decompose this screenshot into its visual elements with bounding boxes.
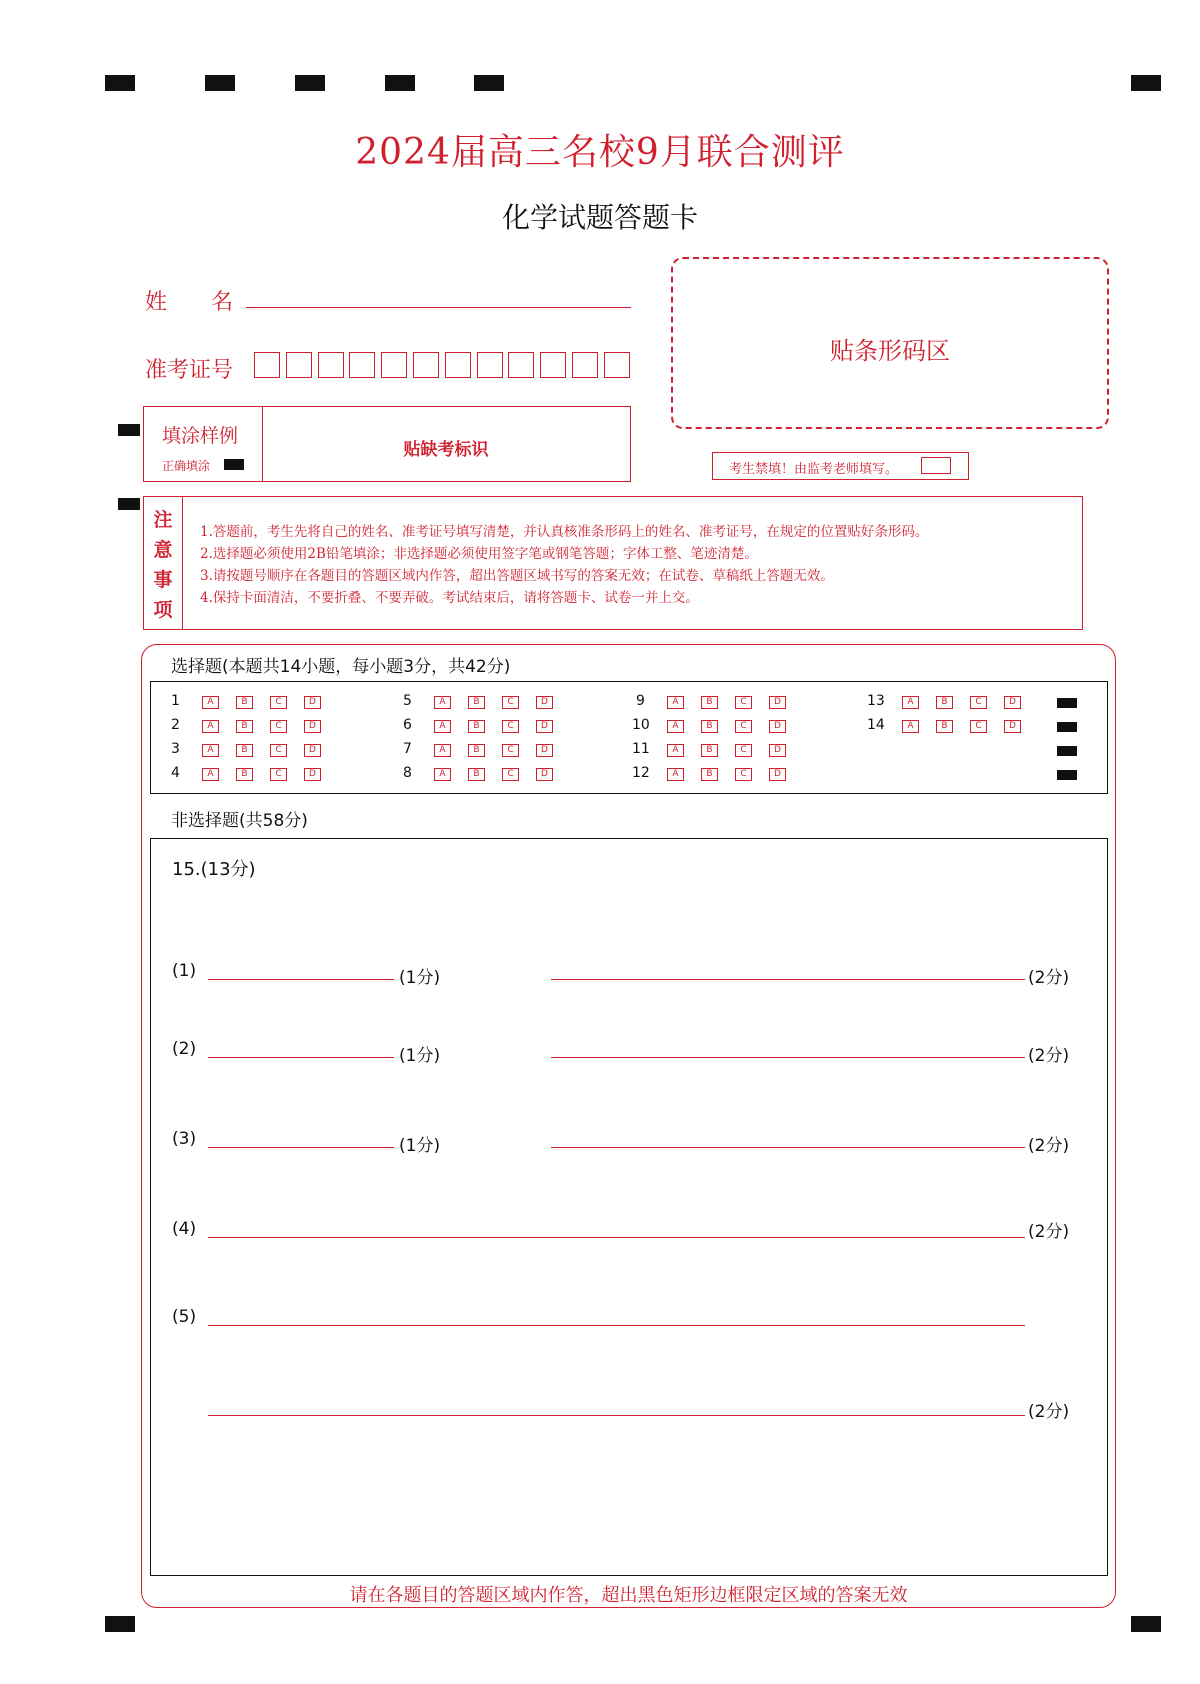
option-bubble[interactable]: B <box>236 744 253 757</box>
notice-item: 4.保持卡面清洁，不要折叠、不要弄破。考试结束后，请将答题卡、试卷一并上交。 <box>200 590 699 606</box>
part-label: (4) <box>172 1219 197 1239</box>
fill-sample-left <box>144 407 263 481</box>
exam-id-digit-box[interactable] <box>413 352 439 378</box>
question-number: 12 <box>632 765 650 781</box>
part-label: (2) <box>172 1039 197 1059</box>
correct-fill-label: 正确填涂 <box>162 459 211 473</box>
option-bubble[interactable]: A <box>667 768 684 781</box>
option-bubble[interactable]: D <box>536 720 553 733</box>
question-number: 7 <box>403 741 412 757</box>
notice-side <box>144 497 183 629</box>
option-bubble[interactable]: A <box>202 696 219 709</box>
question-number: 5 <box>403 693 412 709</box>
exam-id-digit-box[interactable] <box>318 352 344 378</box>
option-bubble[interactable]: B <box>468 696 485 709</box>
notice-item: 1.答题前，考生先将自己的姓名、准考证号填写清楚，并认真核准条形码上的姓名、准考证号，在规定的位置贴好条形码。 <box>200 524 929 540</box>
row-timing-mark <box>1057 698 1077 708</box>
nonchoice-section-title: 非选择题(共58分) <box>171 811 308 831</box>
notice-item: 2.选择题必须使用2B铅笔填涂；非选择题必须使用签字笔或钢笔答题；字体工整、笔迹清楚。 <box>200 546 758 562</box>
part-label: (3) <box>172 1129 197 1149</box>
barcode-area <box>671 257 1109 429</box>
timing-mark <box>105 75 135 91</box>
part-label: (1) <box>172 961 197 981</box>
option-bubble[interactable]: A <box>434 720 451 733</box>
option-bubble[interactable]: C <box>502 696 519 709</box>
option-bubble[interactable]: D <box>304 768 321 781</box>
option-bubble[interactable]: D <box>536 744 553 757</box>
notice-item: 3.请按题号顺序在各题目的答题区域内作答，超出答题区域书写的答案无效；在试卷、草稿纸上答题无效。 <box>200 568 834 584</box>
row-timing-mark <box>1057 746 1077 756</box>
question-number: 11 <box>632 741 650 757</box>
option-bubble[interactable]: C <box>735 744 752 757</box>
answer-line[interactable] <box>551 979 1025 980</box>
question-number: 1 <box>171 693 180 709</box>
option-bubble[interactable]: A <box>202 720 219 733</box>
page-title: 2024届高三名校9月联合测评 <box>355 132 845 173</box>
answer-line[interactable] <box>208 1415 1025 1416</box>
option-bubble[interactable]: A <box>667 744 684 757</box>
points-label: (1分) <box>399 1136 441 1156</box>
option-bubble[interactable]: C <box>735 720 752 733</box>
option-bubble[interactable]: B <box>936 720 953 733</box>
fill-sample-title: 填涂样例 <box>162 425 239 447</box>
option-bubble[interactable]: C <box>270 696 287 709</box>
question-number: 8 <box>403 765 412 781</box>
option-bubble[interactable]: A <box>434 696 451 709</box>
exam-id-label: 准考证号 <box>145 358 234 383</box>
notice-side-char: 项 <box>153 599 173 621</box>
question-number: 3 <box>171 741 180 757</box>
question-15-title: 15.(13分) <box>172 859 256 880</box>
row-timing-mark <box>1057 722 1077 732</box>
choice-grid <box>150 681 1108 794</box>
answer-line[interactable] <box>208 1237 1025 1238</box>
exam-id-digit-box[interactable] <box>477 352 503 378</box>
answer-box <box>150 838 1108 1576</box>
page-subtitle: 化学试题答题卡 <box>501 201 698 234</box>
answer-line[interactable] <box>208 1057 394 1058</box>
option-bubble[interactable]: D <box>1004 720 1021 733</box>
exam-id-digit-box[interactable] <box>540 352 566 378</box>
option-bubble[interactable]: D <box>769 768 786 781</box>
exam-id-digit-box[interactable] <box>445 352 471 378</box>
question-number: 9 <box>636 693 645 709</box>
question-number: 14 <box>867 717 885 733</box>
option-bubble[interactable]: A <box>902 720 919 733</box>
question-number: 13 <box>867 693 885 709</box>
fill-sample-box <box>143 406 631 482</box>
option-bubble[interactable]: B <box>936 696 953 709</box>
option-bubble[interactable]: C <box>970 720 987 733</box>
option-bubble[interactable]: A <box>667 696 684 709</box>
option-bubble[interactable]: A <box>434 768 451 781</box>
option-bubble[interactable]: B <box>701 768 718 781</box>
question-number: 2 <box>171 717 180 733</box>
exam-id-digit-box[interactable] <box>508 352 534 378</box>
exam-id-digit-box[interactable] <box>286 352 312 378</box>
exam-id-digit-box[interactable] <box>572 352 598 378</box>
timing-mark <box>1131 75 1161 91</box>
proctor-note-text: 考生禁填！由监考老师填写。 <box>729 462 899 477</box>
notice-side-char: 注 <box>153 509 173 531</box>
option-bubble[interactable]: C <box>270 768 287 781</box>
answer-line[interactable] <box>208 979 394 980</box>
name-field[interactable] <box>246 307 631 308</box>
name-label: 姓 名 <box>145 290 234 315</box>
timing-mark <box>385 75 415 91</box>
choice-section-title: 选择题(本题共14小题，每小题3分，共42分) <box>171 657 511 677</box>
option-bubble[interactable]: A <box>434 744 451 757</box>
notice-side-char: 意 <box>153 539 173 561</box>
timing-mark <box>105 1616 135 1632</box>
option-bubble[interactable]: A <box>902 696 919 709</box>
proctor-fill-box[interactable] <box>921 457 951 474</box>
option-bubble[interactable]: A <box>667 720 684 733</box>
answer-line[interactable] <box>551 1147 1025 1148</box>
timing-mark <box>118 424 140 436</box>
option-bubble[interactable]: B <box>236 696 253 709</box>
notice-box <box>143 496 1083 630</box>
option-bubble[interactable]: B <box>236 768 253 781</box>
option-bubble[interactable]: D <box>1004 696 1021 709</box>
option-bubble[interactable]: B <box>468 720 485 733</box>
option-bubble[interactable]: B <box>701 744 718 757</box>
timing-mark <box>205 75 235 91</box>
exam-id-digit-box[interactable] <box>604 352 630 378</box>
points-label: (2分) <box>1028 1046 1070 1066</box>
notice-items <box>200 521 928 609</box>
points-label: (2分) <box>1028 1402 1070 1422</box>
option-bubble[interactable]: D <box>769 696 786 709</box>
option-bubble[interactable]: C <box>502 720 519 733</box>
option-bubble[interactable]: B <box>701 720 718 733</box>
option-bubble[interactable]: B <box>468 744 485 757</box>
missing-exam-label: 贴缺考标识 <box>403 440 489 460</box>
option-bubble[interactable]: C <box>502 768 519 781</box>
exam-id-digit-box[interactable] <box>381 352 407 378</box>
option-bubble[interactable]: D <box>304 744 321 757</box>
option-bubble[interactable]: C <box>502 744 519 757</box>
question-number: 6 <box>403 717 412 733</box>
option-bubble[interactable]: B <box>468 768 485 781</box>
notice-side-char: 事 <box>153 569 173 591</box>
exam-id-digit-box[interactable] <box>254 352 280 378</box>
points-label: (2分) <box>1028 1136 1070 1156</box>
points-label: (1分) <box>399 1046 441 1066</box>
option-bubble[interactable]: C <box>970 696 987 709</box>
option-bubble[interactable]: D <box>304 720 321 733</box>
question-number: 10 <box>632 717 650 733</box>
option-bubble[interactable]: D <box>769 744 786 757</box>
answer-line[interactable] <box>551 1057 1025 1058</box>
proctor-note-box <box>712 452 969 480</box>
option-bubble[interactable]: C <box>270 744 287 757</box>
option-bubble[interactable]: D <box>536 696 553 709</box>
timing-mark <box>474 75 504 91</box>
question-number: 4 <box>171 765 180 781</box>
option-bubble[interactable]: D <box>536 768 553 781</box>
row-timing-mark <box>1057 770 1077 780</box>
timing-mark <box>1131 1616 1161 1632</box>
option-bubble[interactable]: B <box>701 696 718 709</box>
footer-warning: 请在各题目的答题区域内作答，超出黑色矩形边框限定区域的答案无效 <box>349 1585 908 1606</box>
points-label: (2分) <box>1028 968 1070 988</box>
option-bubble[interactable]: B <box>236 720 253 733</box>
points-label: (1分) <box>399 968 441 988</box>
timing-mark <box>118 498 140 510</box>
answer-line[interactable] <box>208 1325 1025 1326</box>
option-bubble[interactable]: D <box>304 696 321 709</box>
timing-mark <box>295 75 325 91</box>
part-label: (5) <box>172 1307 197 1327</box>
option-bubble[interactable]: A <box>202 768 219 781</box>
option-bubble[interactable]: A <box>202 744 219 757</box>
barcode-label: 贴条形码区 <box>830 337 950 365</box>
answer-line[interactable] <box>208 1147 394 1148</box>
points-label: (2分) <box>1028 1222 1070 1242</box>
correct-fill-mark <box>224 459 244 470</box>
option-bubble[interactable]: D <box>769 720 786 733</box>
option-bubble[interactable]: C <box>735 696 752 709</box>
option-bubble[interactable]: C <box>270 720 287 733</box>
option-bubble[interactable]: C <box>735 768 752 781</box>
exam-id-digit-box[interactable] <box>349 352 375 378</box>
